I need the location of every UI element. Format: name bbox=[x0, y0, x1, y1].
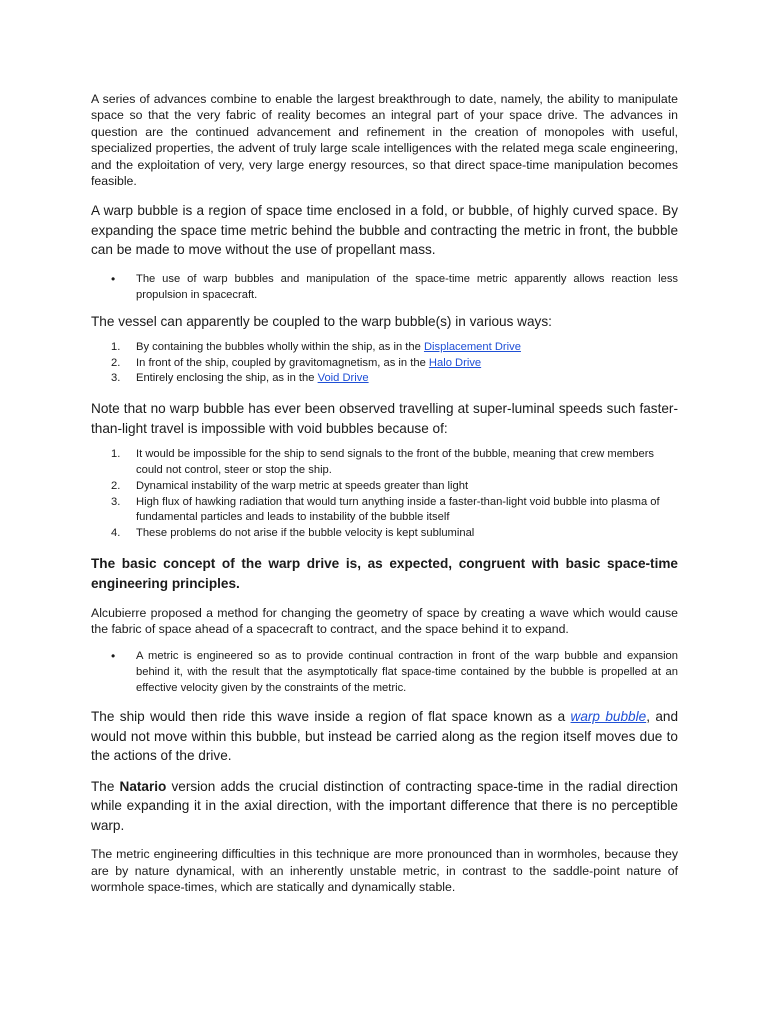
list-item bbox=[91, 479, 678, 495]
list-item-text: By containing the bubbles wholly within the ship, as in the bbox=[136, 340, 424, 353]
paragraph-coupling-intro: The vessel can apparently be coupled to the warp bubble(s) in various ways: bbox=[91, 314, 552, 330]
paragraph-intro: A series of advances combine to enable the largest breakthrough to date, namely, the ability to manipulate space so that the very fabric of reality becomes an integral part of your space drive. The advances in question are the continued advancement and refinement in the creation of monopoles with useful, specialized properties, the advent of truly large scale intelligences with the related mega scale engineering, and the exploitation of very, very large energy resources, so that direct space-time manipulation becomes feasible. bbox=[91, 92, 678, 189]
document-page bbox=[91, 91, 678, 908]
list-number: 3. bbox=[111, 372, 121, 385]
paragraph-metric-difficulties: The metric engineering difficulties in this technique are more pronounced than in wormholes, because they are by nature dynamical, with an inherently unstable metric, in contrast to the saddle-point nature of wormhole space-times, which are statically and dynamically stable. bbox=[91, 847, 678, 895]
list-item bbox=[91, 340, 678, 356]
list-item bbox=[91, 356, 678, 372]
list-number: 2. bbox=[111, 479, 121, 492]
list-item bbox=[91, 648, 678, 697]
paragraph-warp-bubble-definition: A warp bubble is a region of space time enclosed in a fold, or bubble, of highly curved space. By expanding the space time metric behind the bubble and contracting the metric in front, the bubble can be made to move without the use of propellant mass. bbox=[91, 203, 678, 258]
bullet-list-metric bbox=[91, 648, 678, 697]
list-item-text: These problems do not arise if the bubble velocity is kept subluminal bbox=[136, 527, 475, 540]
list-item-text: High flux of hawking radiation that would turn anything inside a faster-than-light void bubble into plasma of fundamental particles and leads to instability of the bubble itself bbox=[136, 495, 660, 524]
text-segment: The bbox=[91, 778, 120, 794]
list-number: 2. bbox=[111, 356, 121, 369]
list-item bbox=[91, 271, 678, 303]
list-item bbox=[91, 371, 678, 387]
halo-drive-link[interactable]: Halo Drive bbox=[428, 356, 482, 369]
list-item-text: It would be impossible for the ship to send signals to the front of the bubble, meaning that crew members could not control, steer or stop the ship. bbox=[136, 448, 655, 477]
list-item-text: Dynamical instability of the warp metric at speeds greater than light bbox=[136, 479, 469, 492]
paragraph-natario bbox=[91, 777, 678, 836]
numbered-list-coupling-ways bbox=[91, 340, 678, 387]
text-segment: version adds the crucial distinction of contracting space-time in the radial direction while expanding it in the axial direction, with the important difference that there is no perceptible warp. bbox=[91, 778, 678, 833]
list-number: 3. bbox=[111, 495, 121, 508]
warp-bubble-link[interactable]: warp bubble bbox=[570, 709, 647, 725]
list-item-text: The use of warp bubbles and manipulation of the space-time metric apparently allows reaction less propulsion in spacecraft. bbox=[136, 272, 678, 302]
paragraph-basic-concept: The basic concept of the warp drive is, as expected, congruent with basic space-time engineering principles. bbox=[91, 556, 678, 591]
list-item bbox=[91, 447, 678, 479]
list-item bbox=[91, 495, 678, 527]
bullet-marker: • bbox=[111, 648, 116, 663]
list-number: 1. bbox=[111, 448, 121, 461]
text-segment: , and would not move within this bubble, but instead be carried along as the region itself moves due to the actions of the drive. bbox=[91, 709, 679, 764]
list-item bbox=[91, 526, 678, 542]
bullet-list-propulsion bbox=[91, 271, 678, 303]
natario-term: Natario bbox=[119, 778, 167, 794]
bullet-marker: • bbox=[111, 271, 116, 286]
paragraph-alcubierre: Alcubierre proposed a method for changing the geometry of space by creating a wave which would cause the fabric of space ahead of a spacecraft to contract, and the space behind it to expand. bbox=[91, 606, 678, 637]
list-item-text: In front of the ship, coupled by gravitomagnetism, as in the bbox=[136, 356, 429, 369]
list-number: 1. bbox=[111, 340, 121, 353]
list-number: 4. bbox=[111, 527, 121, 540]
list-item-text: A metric is engineered so as to provide continual contraction in front of the warp bubble and expansion behind it, with the result that the asymptotically flat space-time contained by the bubble is propelled at an effective velocity given by the constraints of the metric. bbox=[136, 649, 678, 695]
text-segment: The ship would then ride this wave inside a region of flat space known as a bbox=[91, 709, 571, 725]
displacement-drive-link[interactable]: Displacement Drive bbox=[423, 340, 521, 353]
numbered-list-reasons bbox=[91, 447, 678, 542]
list-item-text: Entirely enclosing the ship, as in the bbox=[136, 372, 318, 385]
paragraph-ship-ride bbox=[91, 707, 678, 766]
void-drive-link[interactable]: Void Drive bbox=[317, 372, 369, 385]
paragraph-superluminal-note: Note that no warp bubble has ever been observed travelling at super-luminal speeds such faster-than-light travel is impossible with void bubbles because of: bbox=[91, 401, 678, 436]
